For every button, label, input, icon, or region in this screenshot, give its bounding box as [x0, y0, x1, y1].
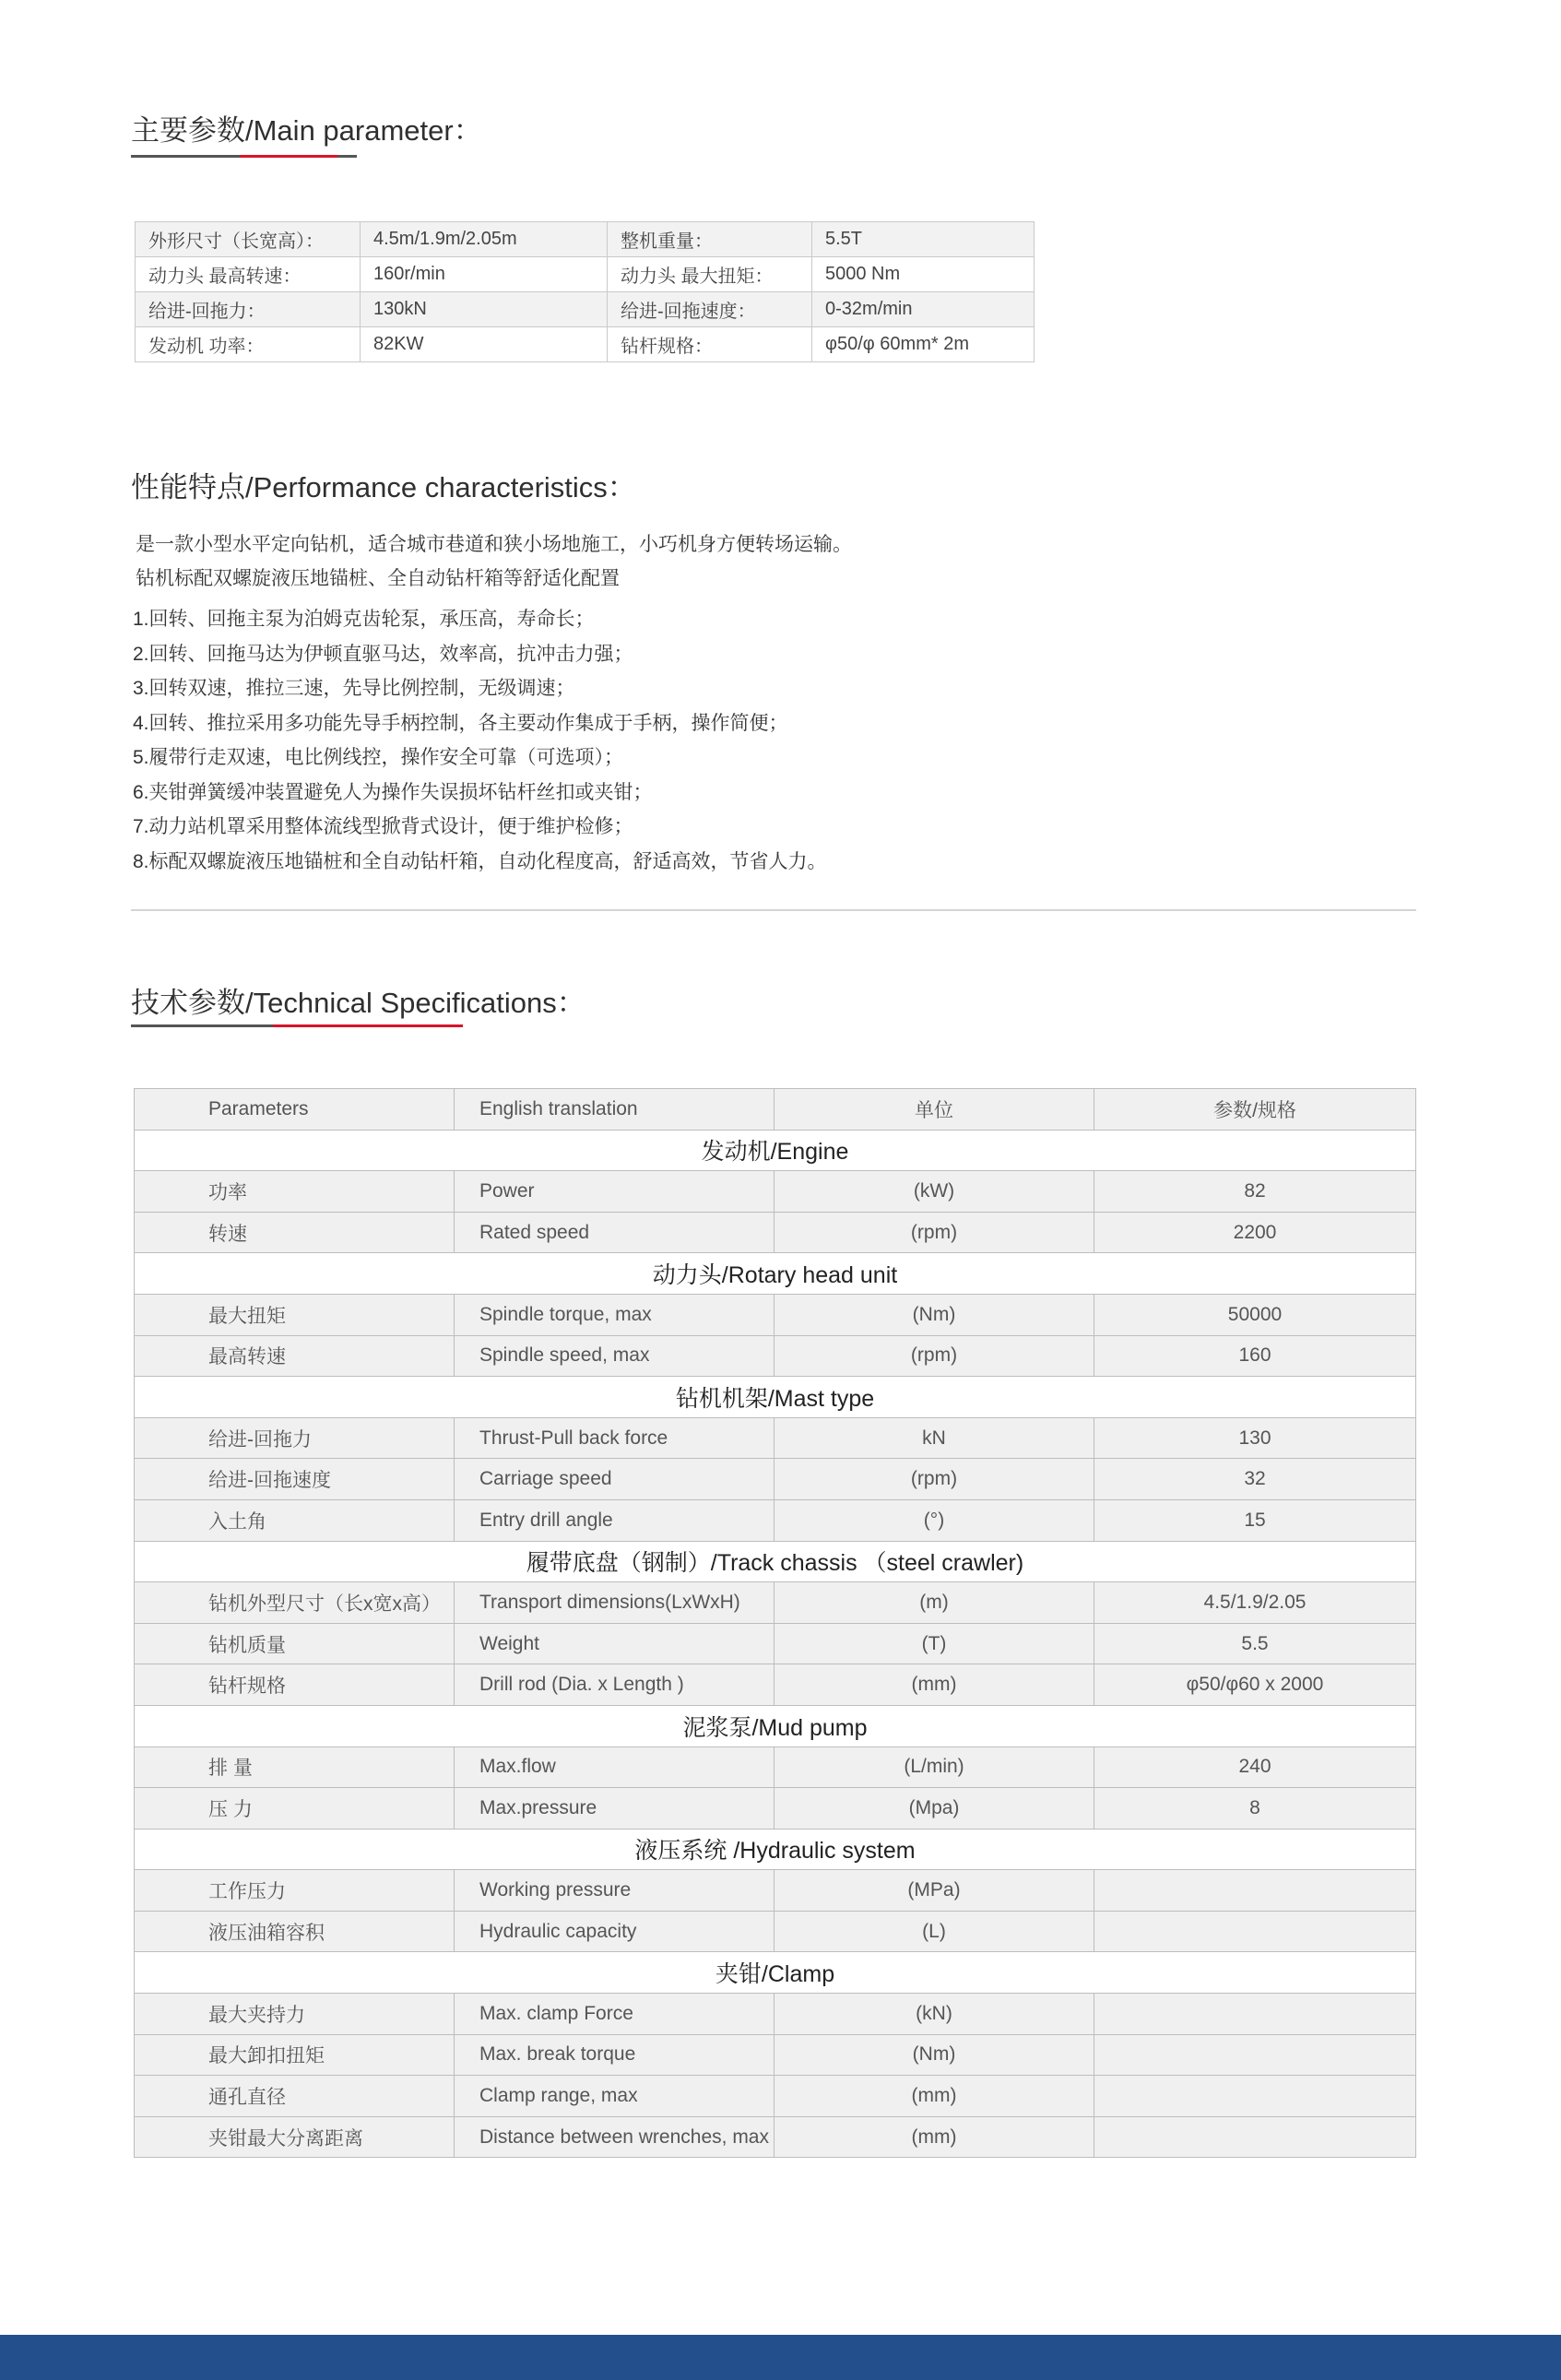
title-underline-accent — [273, 1024, 463, 1027]
english-cell: Hydraulic capacity — [455, 1911, 775, 1952]
column-header-unit: 单位 — [775, 1089, 1094, 1131]
unit-cell: kN — [775, 1417, 1094, 1459]
group-header-row — [135, 1377, 1416, 1418]
english-cell: Distance between wrenches, max — [455, 2116, 775, 2158]
table-row — [136, 292, 1035, 327]
english-cell: Max. clamp Force — [455, 1994, 775, 2035]
column-header-parameters: Parameters — [135, 1089, 455, 1131]
parameter-cell: 转速 — [135, 1212, 455, 1253]
english-cell: Carriage speed — [455, 1459, 775, 1500]
unit-cell: (Nm) — [775, 2034, 1094, 2076]
english-cell: Entry drill angle — [455, 1499, 775, 1541]
parameter-cell: 钻机外型尺寸（长x宽x高） — [135, 1582, 455, 1624]
param-value: 0-32m/min — [812, 292, 1035, 327]
unit-cell: (kW) — [775, 1171, 1094, 1213]
group-header-row — [135, 1130, 1416, 1171]
param-label: 整机重量： — [608, 222, 812, 257]
parameter-cell: 入土角 — [135, 1499, 455, 1541]
list-item: 6.夹钳弹簧缓冲装置避免人为操作失误损坏钻杆丝扣或夹钳； — [133, 781, 653, 803]
value-cell: 32 — [1094, 1459, 1416, 1500]
list-item: 4.回转、推拉采用多功能先导手柄控制，各主要动作集成于手柄，操作简便； — [133, 712, 788, 734]
parameter-cell: 通孔直径 — [135, 2076, 455, 2117]
list-item: 2.回转、回拖马达为伊顿直驱马达，效率高，抗冲击力强； — [133, 643, 633, 665]
unit-cell: (°) — [775, 1499, 1094, 1541]
parameter-cell: 排 量 — [135, 1747, 455, 1788]
performance-list — [133, 602, 827, 879]
table-row — [135, 1335, 1416, 1377]
value-cell: 82 — [1094, 1171, 1416, 1213]
english-cell: Thrust-Pull back force — [455, 1417, 775, 1459]
table-header-row — [135, 1089, 1416, 1131]
column-header-spec: 参数/规格 — [1094, 1089, 1416, 1131]
performance-intro — [136, 527, 852, 596]
value-cell: 50000 — [1094, 1294, 1416, 1335]
group-header-row — [135, 1705, 1416, 1747]
table-row — [135, 2034, 1416, 2076]
table-row — [135, 1664, 1416, 1706]
parameter-cell: 功率 — [135, 1171, 455, 1213]
parameter-cell: 最大卸扣扭矩 — [135, 2034, 455, 2076]
parameter-cell: 钻杆规格 — [135, 1664, 455, 1706]
parameter-cell: 液压油箱容积 — [135, 1911, 455, 1952]
table-row — [135, 1212, 1416, 1253]
parameter-cell: 最高转速 — [135, 1335, 455, 1377]
english-cell: Max.pressure — [455, 1788, 775, 1829]
group-label: 履带底盘（钢制）/Track chassis （steel crawler) — [135, 1541, 1416, 1582]
param-value: φ50/φ 60mm* 2m — [812, 327, 1035, 362]
param-label: 给进-回拖速度： — [608, 292, 812, 327]
english-cell: Clamp range, max — [455, 2076, 775, 2117]
column-header-english: English translation — [455, 1089, 775, 1131]
param-value: 160r/min — [361, 257, 608, 292]
group-label: 泥浆泵/Mud pump — [135, 1705, 1416, 1747]
intro-line: 钻机标配双螺旋液压地锚桩、全自动钻杆箱等舒适化配置 — [136, 568, 620, 589]
parameter-cell: 给进-回拖速度 — [135, 1459, 455, 1500]
parameter-cell: 给进-回拖力 — [135, 1417, 455, 1459]
param-label: 发动机 功率： — [136, 327, 361, 362]
parameter-cell: 夹钳最大分离距离 — [135, 2116, 455, 2158]
unit-cell: (rpm) — [775, 1459, 1094, 1500]
group-label: 液压系统 /Hydraulic system — [135, 1829, 1416, 1870]
table-row — [135, 1294, 1416, 1335]
unit-cell: (rpm) — [775, 1335, 1094, 1377]
group-label: 发动机/Engine — [135, 1130, 1416, 1171]
title-underline-accent — [240, 155, 337, 158]
param-label: 动力头 最高转速： — [136, 257, 361, 292]
parameter-cell: 压 力 — [135, 1788, 455, 1829]
unit-cell: (Mpa) — [775, 1788, 1094, 1829]
english-cell: Max.flow — [455, 1747, 775, 1788]
param-label: 外形尺寸（长宽高）： — [136, 222, 361, 257]
table-row — [135, 1417, 1416, 1459]
performance-title: 性能特点/Performance characteristics： — [131, 471, 636, 503]
table-row — [135, 1747, 1416, 1788]
specs-title: 技术参数/Technical Specifications： — [131, 987, 585, 1019]
table-row — [135, 1499, 1416, 1541]
table-row — [135, 1788, 1416, 1829]
table-row — [135, 2076, 1416, 2117]
table-row — [135, 1171, 1416, 1213]
english-cell: Max. break torque — [455, 2034, 775, 2076]
param-label: 钻杆规格： — [608, 327, 812, 362]
table-row — [136, 327, 1035, 362]
table-row — [135, 1623, 1416, 1664]
param-value: 130kN — [361, 292, 608, 327]
param-label: 给进-回拖力： — [136, 292, 361, 327]
english-cell: Weight — [455, 1623, 775, 1664]
value-cell — [1094, 1911, 1416, 1952]
value-cell: 2200 — [1094, 1212, 1416, 1253]
list-item: 5.履带行走双速，电比例线控，操作安全可靠（可选项）； — [133, 747, 624, 768]
main-parameter-title: 主要参数/Main parameter： — [131, 114, 482, 147]
list-item: 3.回转双速，推拉三速，先导比例控制，无级调速； — [133, 678, 575, 699]
param-value: 82KW — [361, 327, 608, 362]
list-item: 8.标配双螺旋液压地锚桩和全自动钻杆箱，自动化程度高，舒适高效，节省人力。 — [133, 850, 827, 872]
unit-cell: (mm) — [775, 1664, 1094, 1706]
english-cell: Working pressure — [455, 1870, 775, 1912]
main-parameter-table — [135, 221, 1035, 362]
english-cell: Rated speed — [455, 1212, 775, 1253]
param-value: 4.5m/1.9m/2.05m — [361, 222, 608, 257]
table-row — [136, 257, 1035, 292]
value-cell: φ50/φ60 x 2000 — [1094, 1664, 1416, 1706]
parameter-cell: 钻机质量 — [135, 1623, 455, 1664]
section-divider — [131, 909, 1416, 911]
unit-cell: (T) — [775, 1623, 1094, 1664]
value-cell — [1094, 2116, 1416, 2158]
group-label: 钻机机架/Mast type — [135, 1377, 1416, 1418]
table-row — [135, 1870, 1416, 1912]
param-value: 5000 Nm — [812, 257, 1035, 292]
english-cell: Spindle torque, max — [455, 1294, 775, 1335]
parameter-cell: 最大扭矩 — [135, 1294, 455, 1335]
unit-cell: (mm) — [775, 2116, 1094, 2158]
group-header-row — [135, 1952, 1416, 1994]
group-label: 夹钳/Clamp — [135, 1952, 1416, 1994]
value-cell: 5.5 — [1094, 1623, 1416, 1664]
value-cell: 160 — [1094, 1335, 1416, 1377]
english-cell: Drill rod (Dia. x Length ) — [455, 1664, 775, 1706]
value-cell — [1094, 2076, 1416, 2117]
value-cell — [1094, 1994, 1416, 2035]
table-row — [136, 222, 1035, 257]
unit-cell: (L/min) — [775, 1747, 1094, 1788]
table-row — [135, 1459, 1416, 1500]
table-row — [135, 1911, 1416, 1952]
intro-line: 是一款小型水平定向钻机，适合城市巷道和狭小场地施工，小巧机身方便转场运输。 — [136, 534, 852, 555]
unit-cell: (Nm) — [775, 1294, 1094, 1335]
english-cell: Spindle speed, max — [455, 1335, 775, 1377]
unit-cell: (kN) — [775, 1994, 1094, 2035]
table-row — [135, 1994, 1416, 2035]
value-cell: 4.5/1.9/2.05 — [1094, 1582, 1416, 1624]
group-header-row — [135, 1541, 1416, 1582]
value-cell — [1094, 2034, 1416, 2076]
english-cell: Transport dimensions(LxWxH) — [455, 1582, 775, 1624]
parameter-cell: 工作压力 — [135, 1870, 455, 1912]
value-cell: 240 — [1094, 1747, 1416, 1788]
list-item: 7.动力站机罩采用整体流线型掀背式设计，便于维护检修； — [133, 816, 633, 837]
unit-cell: (mm) — [775, 2076, 1094, 2117]
value-cell: 15 — [1094, 1499, 1416, 1541]
group-header-row — [135, 1829, 1416, 1870]
unit-cell: (rpm) — [775, 1212, 1094, 1253]
param-label: 动力头 最大扭矩： — [608, 257, 812, 292]
footer-bar — [0, 2335, 1561, 2380]
technical-specifications-table — [134, 1088, 1416, 2158]
table-row — [135, 2116, 1416, 2158]
value-cell: 8 — [1094, 1788, 1416, 1829]
parameter-cell: 最大夹持力 — [135, 1994, 455, 2035]
unit-cell: (m) — [775, 1582, 1094, 1624]
unit-cell: (MPa) — [775, 1870, 1094, 1912]
value-cell: 130 — [1094, 1417, 1416, 1459]
group-label: 动力头/Rotary head unit — [135, 1253, 1416, 1295]
param-value: 5.5T — [812, 222, 1035, 257]
table-row — [135, 1582, 1416, 1624]
english-cell: Power — [455, 1171, 775, 1213]
group-header-row — [135, 1253, 1416, 1295]
list-item: 1.回转、回拖主泵为泊姆克齿轮泵，承压高，寿命长； — [133, 609, 595, 630]
value-cell — [1094, 1870, 1416, 1912]
unit-cell: (L) — [775, 1911, 1094, 1952]
